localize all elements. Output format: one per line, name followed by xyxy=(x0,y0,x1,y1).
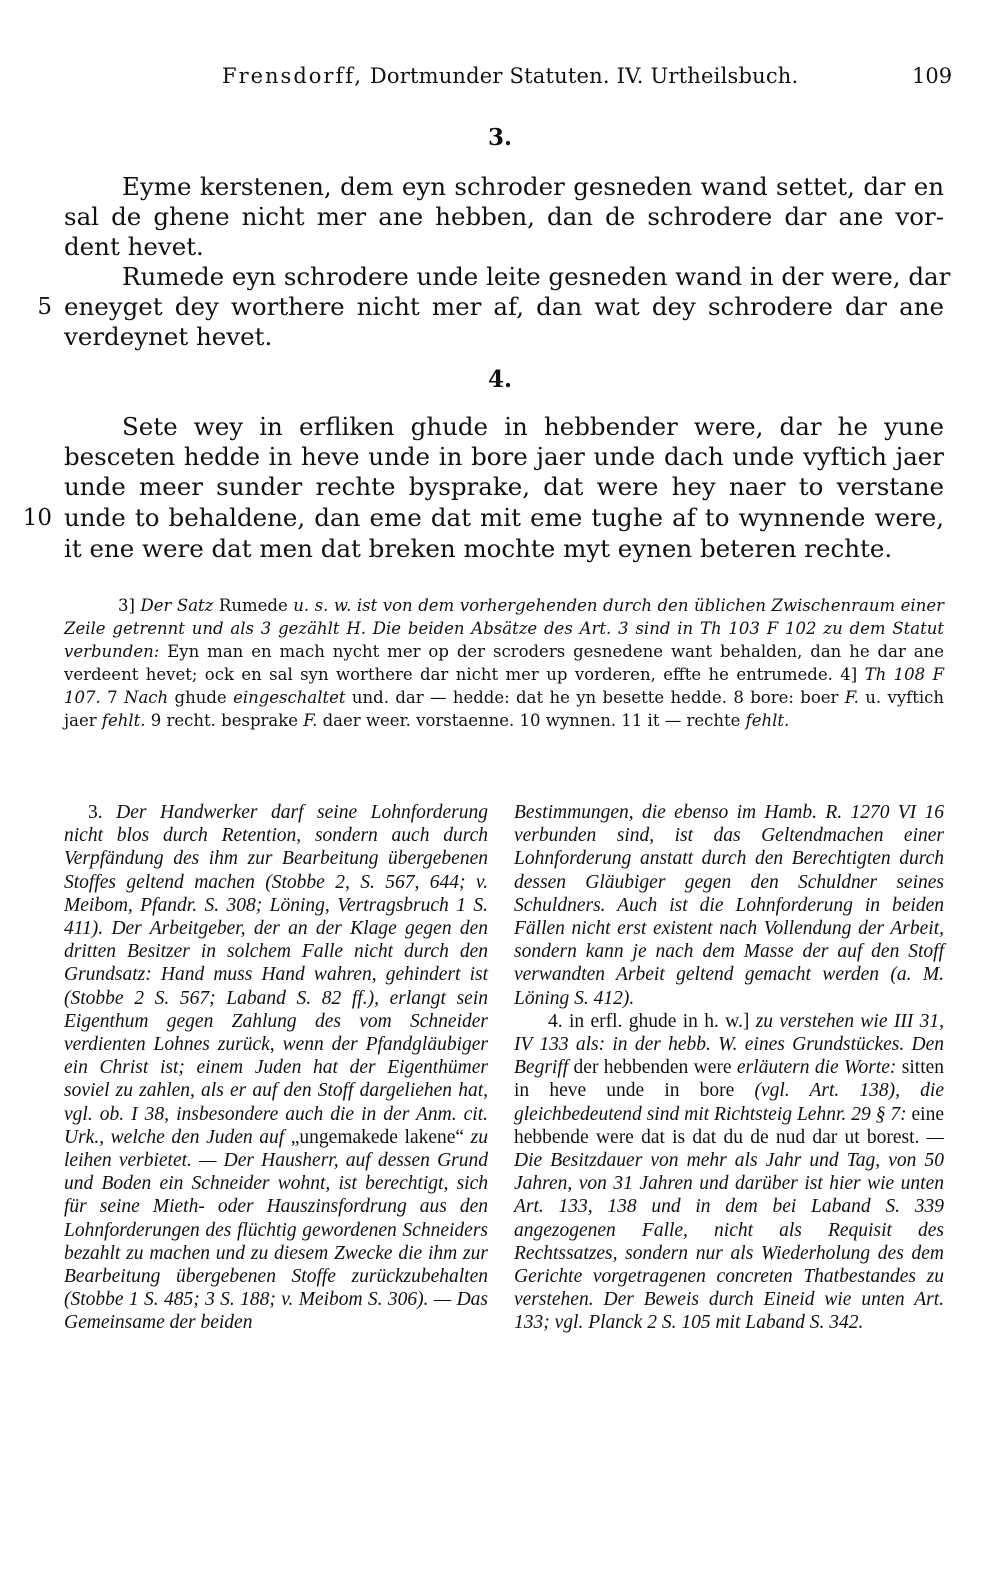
header-author: Frensdorff, xyxy=(222,64,363,88)
apparatus-ref: 4] xyxy=(840,665,858,685)
apparatus-siglum: F. xyxy=(844,688,859,708)
apparatus-ref: 7 xyxy=(107,688,118,708)
commentary-text: (vgl. Art. 138), die gleichbedeutend sind mit Richtsteig Lehnr. 29 § 7: xyxy=(514,1080,944,1125)
section-3-line: dent hevet. xyxy=(64,232,204,261)
section-4-line: unde meer sunder rechte bysprake, dat were hey naer to verstane xyxy=(64,472,944,501)
apparatus-note: fehlt. xyxy=(745,711,790,731)
apparatus-note: u. s. w. ist von dem vorhergehenden durch den üblichen Zwischenraum einer Zeile getrennt und als 3 gezählt H. Die beiden Absätze des Art. 3 sind in Th 103 F 102 zu dem Statut verbunden: xyxy=(64,596,944,662)
commentary-text: zu verstehen wie III 31, IV 133 als: in der hebb. W. eines Grundstückes. Den Begriff xyxy=(514,1010,945,1079)
apparatus-lemma: Rumede xyxy=(218,596,288,615)
section-3-line: Rumede eyn schrodere unde leite gesneden wand in der were, dar xyxy=(122,262,951,291)
section-4-line: besceten hedde in heve unde in bore jaer unde dach unde vyftich jaer xyxy=(64,442,944,471)
apparatus-note: Th 108 F 107. xyxy=(64,665,945,708)
commentary-right-column xyxy=(514,801,944,1335)
commentary-text: zu leihen verbietet. — Der Hausherr, auf dessen Grund und Boden ein Schneider wohnt, ist berechtigt, sich für seine Mieth- oder Hauszinsfordrung aus den Lohnforderungen des flüchtig gewordenen Schneiders bezahlt zu machen und zu diesem Zwecke die ihm zur Bearbeitung übergebenen Stoffe zurückzubehalten (Stobbe 1 S. 485; 3 S. 188; v. Meibom S. 306). — Das Gemeinsame der beiden xyxy=(64,1126,489,1334)
apparatus-note: Der Satz xyxy=(140,596,214,615)
apparatus-siglum: F. xyxy=(303,711,318,731)
apparatus-note: fehlt. xyxy=(101,711,146,731)
apparatus-variant: Eyn man en mach nycht mer op der scroders gesnedene want behalden, dan he dar ane verdeent hevet; ock en sal syn worthere dar nicht mer up vorderen, effte he entrumede. xyxy=(64,642,944,685)
page-number: 109 xyxy=(912,64,953,88)
apparatus-variant: u. vyftich jaer xyxy=(64,688,945,731)
apparatus-note: eingeschaltet xyxy=(233,688,346,708)
commentary-text: Der Handwerker darf seine Lohnforderung nicht blos durch Retention, sondern auch durch Verpfändung des ihm zur Bearbeitung übergebenen Stoffes geltend machen (Stobbe 2, S. 567, 644; v. Meibom, Pfandr. S. 308; Löning, Vertragsbruch 1 S. 411). Der Arbeitgeber, der an der Klage gegen den dritten Besitzer in solchem Falle nicht durch den Grundsatz: Hand muss Hand wahren, gehindert ist (Stobbe 2 S. 567; Laband S. 82 ff.), erlangt sein Eigenthum gegen Zahlung des vom Schneider verdienten Lohnes zurück, wenn der Pfandgläubiger ein Christ ist; einem Juden hat der Eigenthümer soviel zu zahlen, als er auf den Stoff dargeliehen hat, vgl. ob. I 38, insbesondere auch die in der Anm. cit. Urk., welche den Juden auf xyxy=(64,802,488,1148)
commentary-number-4: 4. xyxy=(548,1010,563,1032)
commentary-quote: „ungemakede lakene“ xyxy=(290,1126,465,1148)
commentary-text: Bestimmungen, die ebenso im Hamb. R. 1270 VI 16 verbunden sind, ist das Geltendmachen einer Lohnforderung anstatt durch den Berechtigten durch dessen Gläubiger gegen den Schuldner seines Schuldners. Auch ist die Lohnforderung in beiden Fällen nicht erst existent nach Vollendung der Arbeit, sondern kann je nach dem Masse der auf den Stoff verwandten Arbeit geltend gemacht werden (a. M. Löning S. 412). xyxy=(514,802,944,1009)
commentary-quote: der hebbenden were xyxy=(573,1057,732,1079)
line-number-5: 5 xyxy=(37,294,52,320)
section-3-number: 3. xyxy=(487,124,512,151)
commentary-number-3: 3. xyxy=(88,802,103,823)
section-4-line: it ene were dat men dat breken mochte myt eynen beteren rechte. xyxy=(64,534,893,563)
section-3-line: Eyme kerstenen, dem eyn schroder gesneden wand settet, dar en xyxy=(122,172,944,201)
apparatus-note: Nach xyxy=(124,688,169,708)
section-3-line: verdeynet hevet. xyxy=(64,322,273,351)
apparatus-variant: und. dar — hedde: dat he yn besette hedde. 8 bore: boer xyxy=(351,688,839,708)
section-3-line: sal de ghene nicht mer ane hebben, dan de schrodere dar ane vor- xyxy=(64,202,944,231)
apparatus-variant: 9 recht. besprake xyxy=(150,711,298,731)
commentary-lemma: in erfl. ghude in h. w.] xyxy=(568,1010,750,1032)
commentary-text: — Die Besitzdauer von mehr als Jahr und Tag, von 50 Jahren, von 31 Jahren und darüber ist hier wie unten Art. 133, 138 und in dem bei Laband S. 339 angezogenen Falle, nicht als Requisit des Rechtssatzes, sondern nur als Wiederholung des dem Gerichte vorgetragenen concreten Thatbestandes zu verstehen. Der Beweis durch Eineid wie unten Art. 133; vgl. Planck 2 S. 105 mit Laband S. 342. xyxy=(514,1126,944,1334)
line-number-10: 10 xyxy=(22,505,52,531)
apparatus-lemma: ghude xyxy=(174,688,227,708)
commentary-quote: sitten in heve unde in bore xyxy=(514,1057,945,1102)
critical-apparatus xyxy=(64,594,944,733)
section-4-line: Sete wey in erfliken ghude in hebbender were, dar he yune xyxy=(122,412,944,441)
section-4-line: unde to behaldene, dan eme dat mit eme tughe af to wynnende were, xyxy=(64,503,944,532)
header-title xyxy=(222,64,798,88)
commentary-text: erläutern die Worte: xyxy=(736,1057,897,1079)
section-4-number: 4. xyxy=(487,366,512,393)
section-3-line: eneyget dey worthere nicht mer af, dan wat dey schrodere dar ane xyxy=(64,292,944,321)
header-work: Dortmunder Statuten. IV. Urtheilsbuch. xyxy=(369,64,799,88)
running-header xyxy=(0,64,1000,94)
apparatus-ref: 3] xyxy=(118,596,135,615)
commentary-quote: eine hebbende were dat is dat du de nud dar ut borest. xyxy=(514,1103,945,1148)
commentary-left-column xyxy=(64,801,488,1335)
apparatus-variant: daer weer. vorstaenne. 10 wynnen. 11 it — rechte xyxy=(322,711,741,731)
